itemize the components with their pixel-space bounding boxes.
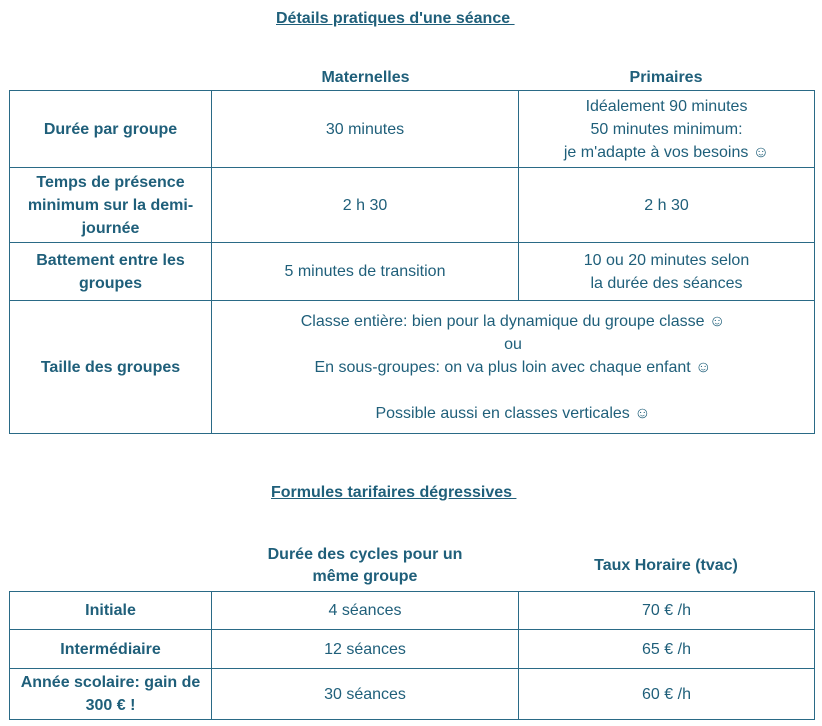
cell-maternelles xyxy=(212,168,519,243)
cell-primaires xyxy=(519,243,815,301)
row-label-initiale: Initiale xyxy=(10,592,212,630)
header-primaires: Primaires xyxy=(629,69,703,86)
cell-taux: 70 € /h xyxy=(519,592,815,630)
cell-text: 10 ou 20 minutes selon xyxy=(583,251,750,269)
header-duree-cycles: Durée des cycles pour un même groupe xyxy=(267,546,463,585)
section2-title: Formules tarifaires dégressives xyxy=(271,484,517,501)
tarifs-table xyxy=(9,591,815,720)
row-label-annee-scolaire: Année scolaire: gain de 300 € ! xyxy=(10,669,212,720)
table-row xyxy=(10,630,815,669)
cell-text: la durée des séances xyxy=(590,274,743,292)
table-row xyxy=(10,168,815,243)
header-taux-horaire: Taux Horaire (tvac) xyxy=(594,557,738,574)
cell-text: 50 minutes minimum: xyxy=(590,120,743,138)
table-row xyxy=(10,91,815,168)
cell-taux: 60 € /h xyxy=(519,669,815,720)
cell-text: je m'adapte à vos besoins ☺ xyxy=(563,143,770,161)
row-label-taille: Taille des groupes xyxy=(10,301,212,434)
blank-line xyxy=(216,379,810,402)
table-row xyxy=(10,669,815,720)
cell-maternelles xyxy=(212,91,519,168)
cell-text: Idéalement 90 minutes xyxy=(585,97,748,115)
header-maternelles: Maternelles xyxy=(321,69,410,86)
table-row xyxy=(10,592,815,630)
cell-primaires xyxy=(519,91,815,168)
cell-duree: 4 séances xyxy=(212,592,519,630)
cell-taux: 65 € /h xyxy=(519,630,815,669)
row-label-battement: Battement entre les groupes xyxy=(10,243,212,301)
cell-text: ou xyxy=(504,335,522,353)
cell-duree: 30 séances xyxy=(212,669,519,720)
cell-text: Possible aussi en classes verticales ☺ xyxy=(375,404,651,422)
cell-text: En sous-groupes: on va plus loin avec chaque enfant ☺ xyxy=(314,358,712,376)
cell-maternelles xyxy=(212,243,519,301)
table-row xyxy=(10,243,815,301)
cell-duree: 12 séances xyxy=(212,630,519,669)
cell-text: Classe entière: bien pour la dynamique du groupe classe ☺ xyxy=(300,312,726,330)
row-label-presence: Temps de présence minimum sur la demi-journée xyxy=(10,168,212,243)
section1-title: Détails pratiques d'une séance xyxy=(276,10,515,27)
cell-text: 2 h 30 xyxy=(644,196,689,214)
cell-text: 30 minutes xyxy=(325,120,405,138)
cell-merged xyxy=(212,301,815,434)
seance-details-table xyxy=(9,90,815,434)
row-label-duree: Durée par groupe xyxy=(10,91,212,168)
table-row xyxy=(10,301,815,434)
cell-text: 2 h 30 xyxy=(342,196,388,214)
cell-primaires xyxy=(519,168,815,243)
cell-text: 5 minutes de transition xyxy=(284,263,446,280)
row-label-intermediaire: Intermédiaire xyxy=(10,630,212,669)
